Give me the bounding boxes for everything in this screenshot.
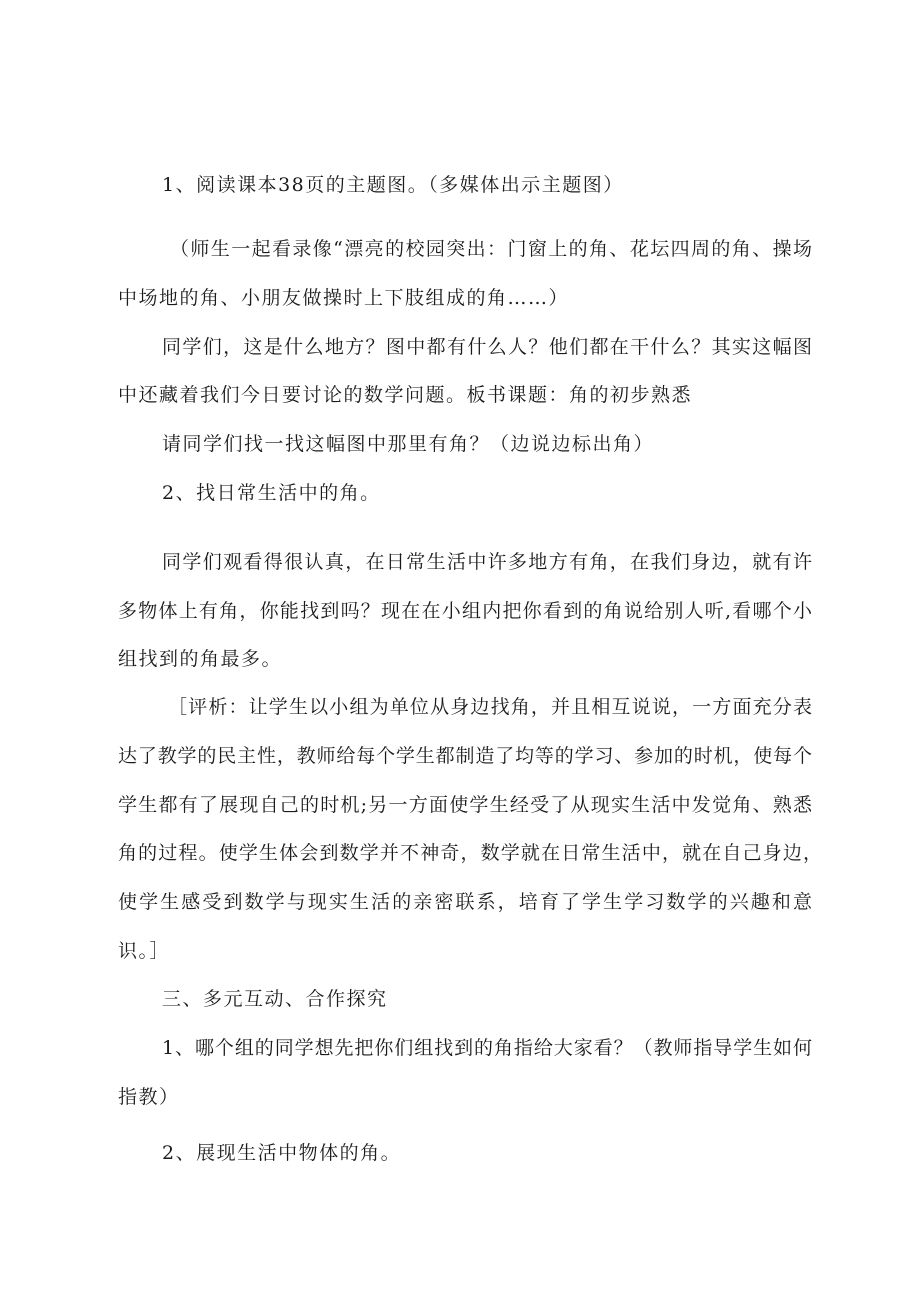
activity-1-line-1: 1、哪个组的同学想先把你们组找到的角指给大家看？（教师指导学生如何 [162, 1037, 812, 1059]
observe-line-2: 多物体上有角，你能找到吗？现在在小组内把你看到的角说给别人听,看哪个小 [118, 600, 812, 622]
video-note-line-1: （师生一起看录像“漂亮的校园突出：门窗上的角、花坛四周的角、操场 [170, 238, 812, 260]
comment-line-6: 识。］ [118, 940, 171, 962]
activity-1-line-2: 指教） [118, 1086, 180, 1108]
find-angles-prompt: 请同学们找一找这幅图中那里有角？（边说边标出角） [162, 433, 655, 455]
comment-line-5: 使学生感受到数学与现实生活的亲密联系，培育了学生学习数学的兴趣和意 [118, 891, 812, 913]
question-line-2: 中还藏着我们今日要讨论的数学问题。板书课题：角的初步熟悉 [118, 384, 693, 406]
observe-line-1: 同学们观看得很认真，在日常生活中许多地方有角，在我们身边，就有许 [162, 551, 812, 573]
comment-line-2: 达了教学的民主性，教师给每个学生都制造了均等的学习、参加的时机，使每个 [118, 745, 812, 767]
comment-line-3: 学生都有了展现自己的时机;另一方面使学生经受了从现实生活中发觉角、熟悉 [118, 794, 812, 816]
comment-line-4: 角的过程。使学生体会到数学并不神奇，数学就在日常生活中，就在自己身边， [118, 842, 822, 864]
comment-line-1: ［评析：让学生以小组为单位从身边找角，并且相互说说，一方面充分表 [168, 696, 812, 718]
step-1-read-textbook: 1、阅读课本38页的主题图。（多媒体出示主题图） [162, 174, 624, 196]
observe-line-3: 组找到的角最多。 [118, 648, 283, 670]
section-3-heading: 三、多元互动、合作探究 [162, 988, 388, 1010]
question-line-1: 同学们，这是什么地方？图中都有什么人？他们都在干什么？其实这幅图 [162, 336, 812, 358]
video-note-line-2: 中场地的角、小朋友做操时上下肢组成的角……） [118, 287, 570, 309]
activity-2-heading: 2、展现生活中物体的角。 [162, 1142, 402, 1164]
step-2-heading: 2、找日常生活中的角。 [162, 482, 381, 504]
